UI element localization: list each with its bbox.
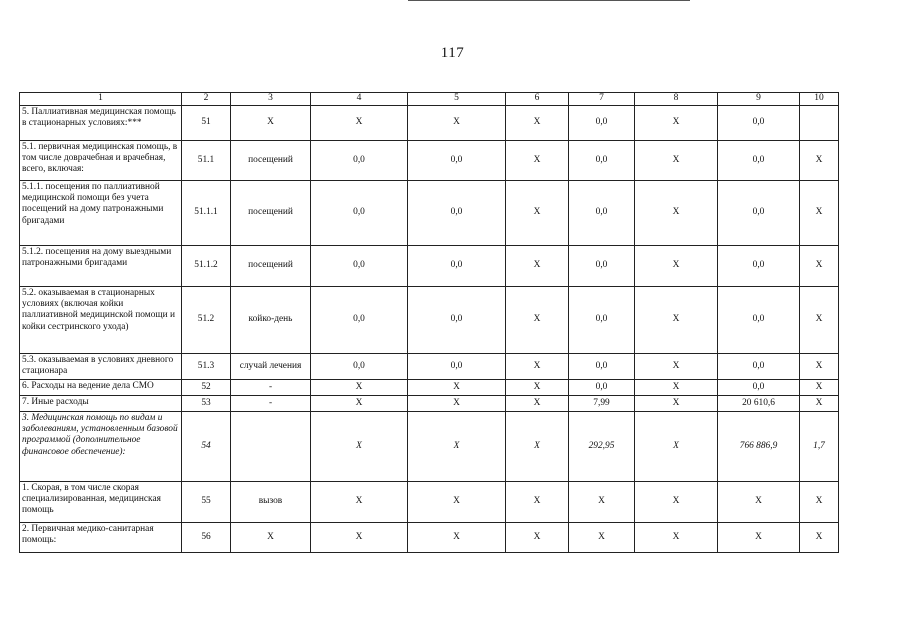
table-cell: Х [718, 482, 800, 523]
row-label-cell: 5.1.1. посещения по паллиативной медицинской помощи без учета посещений на дому патронажными бригадами [20, 181, 182, 246]
table-cell: Х [635, 523, 718, 553]
column-header: 4 [311, 93, 408, 106]
page-number: 117 [440, 45, 465, 61]
top-rule [408, 0, 690, 1]
table-cell: 0,0 [718, 106, 800, 141]
table-cell: Х [506, 106, 569, 141]
table-cell: Х [311, 412, 408, 482]
table-cell: Х [800, 246, 839, 287]
table-cell: Х [635, 482, 718, 523]
table-row [20, 396, 839, 412]
column-header: 5 [408, 93, 506, 106]
table-cell: 0,0 [569, 141, 635, 181]
table-cell: Х [635, 412, 718, 482]
table-cell: - [231, 396, 311, 412]
table-cell: 766 886,9 [718, 412, 800, 482]
table-cell: Х [506, 523, 569, 553]
table-cell: Х [311, 396, 408, 412]
table-cell: 0,0 [408, 287, 506, 354]
table-cell: 0,0 [718, 246, 800, 287]
table-cell: Х [635, 380, 718, 396]
table-cell: 0,0 [408, 181, 506, 246]
table-cell: - [231, 380, 311, 396]
table-cell: 0,0 [311, 287, 408, 354]
table-cell: Х [506, 287, 569, 354]
table-cell: 0,0 [569, 181, 635, 246]
table-cell: Х [800, 141, 839, 181]
table-cell: посещений [231, 141, 311, 181]
table-cell: Х [718, 523, 800, 553]
table-cell: Х [506, 482, 569, 523]
table-cell: Х [635, 106, 718, 141]
table-cell: Х [231, 106, 311, 141]
table-cell [231, 412, 311, 482]
table-row [20, 412, 839, 482]
table-cell: 0,0 [311, 181, 408, 246]
table-cell: Х [800, 287, 839, 354]
table-cell: 0,0 [718, 380, 800, 396]
table-cell: Х [635, 287, 718, 354]
table-row [20, 141, 839, 181]
table-cell: Х [569, 523, 635, 553]
table-cell: 0,0 [408, 246, 506, 287]
table-cell: Х [800, 396, 839, 412]
table-cell: случай лечения [231, 354, 311, 380]
row-label-cell: 5. Паллиативная медицинская помощь в стационарных условиях:*** [20, 106, 182, 141]
row-label-cell: 5.1.2. посещения на дому выездными патронажными бригадами [20, 246, 182, 287]
table-cell: посещений [231, 181, 311, 246]
table-cell: 55 [182, 482, 231, 523]
row-label-cell: 3. Медицинская помощь по видам и заболеваниям, установленным базовой программой (дополнительное финансовое обеспечение): [20, 412, 182, 482]
table-cell: Х [506, 396, 569, 412]
table-cell: Х [506, 181, 569, 246]
table-cell: 292,95 [569, 412, 635, 482]
table-cell: 0,0 [311, 354, 408, 380]
table-cell: 51.1.2 [182, 246, 231, 287]
table-cell: Х [408, 380, 506, 396]
table-row [20, 181, 839, 246]
header-row [20, 93, 839, 106]
table-cell: 51.2 [182, 287, 231, 354]
table-cell: 0,0 [569, 246, 635, 287]
table-cell: Х [800, 380, 839, 396]
column-header: 10 [800, 93, 839, 106]
table-cell: вызов [231, 482, 311, 523]
column-header: 3 [231, 93, 311, 106]
table-row [20, 380, 839, 396]
table-cell: 0,0 [569, 354, 635, 380]
table-cell: Х [635, 354, 718, 380]
column-header: 8 [635, 93, 718, 106]
table-row [20, 106, 839, 141]
table-cell: Х [635, 246, 718, 287]
table-cell: Х [311, 482, 408, 523]
table-cell: Х [506, 412, 569, 482]
table-cell: койко-день [231, 287, 311, 354]
column-header: 6 [506, 93, 569, 106]
table-cell: 0,0 [569, 106, 635, 141]
table-cell: Х [635, 181, 718, 246]
table-cell: Х [231, 523, 311, 553]
table-cell: Х [635, 141, 718, 181]
table-cell: 7,99 [569, 396, 635, 412]
row-label-cell: 7. Иные расходы [20, 396, 182, 412]
table-cell: Х [408, 482, 506, 523]
data-table [19, 92, 839, 553]
table-cell: Х [506, 354, 569, 380]
table-row [20, 287, 839, 354]
row-label-cell: 6. Расходы на ведение дела СМО [20, 380, 182, 396]
table-cell: Х [800, 181, 839, 246]
table-cell: Х [408, 396, 506, 412]
table-cell: 0,0 [311, 246, 408, 287]
column-header: 1 [20, 93, 182, 106]
row-label-cell: 5.3. оказываемая в условиях дневного стационара [20, 354, 182, 380]
table-cell: 0,0 [718, 354, 800, 380]
table-cell: Х [800, 354, 839, 380]
table-cell: 0,0 [718, 141, 800, 181]
row-label-cell: 1. Скорая, в том числе скорая специализированная, медицинская помощь [20, 482, 182, 523]
table-cell: Х [311, 523, 408, 553]
table-cell: 56 [182, 523, 231, 553]
table-row [20, 523, 839, 553]
table-cell: Х [408, 523, 506, 553]
table-cell: 54 [182, 412, 231, 482]
table-cell: 0,0 [408, 354, 506, 380]
table-cell: 51.1.1 [182, 181, 231, 246]
table-cell: Х [506, 380, 569, 396]
table-cell: 53 [182, 396, 231, 412]
table-cell: Х [506, 246, 569, 287]
table-cell: Х [635, 396, 718, 412]
column-header: 9 [718, 93, 800, 106]
table-cell: Х [800, 523, 839, 553]
table-cell: 51.1 [182, 141, 231, 181]
table-cell: 52 [182, 380, 231, 396]
column-header: 2 [182, 93, 231, 106]
table-cell: 0,0 [569, 287, 635, 354]
table-cell: Х [506, 141, 569, 181]
table-cell: 0,0 [718, 181, 800, 246]
table-cell: 20 610,6 [718, 396, 800, 412]
table-row [20, 354, 839, 380]
table-cell: Х [408, 106, 506, 141]
row-label-cell: 5.2. оказываемая в стационарных условиях (включая койки паллиативной медицинской помощи и койки сестринского ухода) [20, 287, 182, 354]
table-cell: 0,0 [718, 287, 800, 354]
table-cell: Х [569, 482, 635, 523]
table-cell: 1,7 [800, 412, 839, 482]
table-cell: Х [311, 106, 408, 141]
table-cell [800, 106, 839, 141]
table-cell: 51.3 [182, 354, 231, 380]
table-cell: Х [311, 380, 408, 396]
table-row [20, 246, 839, 287]
table-cell: 0,0 [408, 141, 506, 181]
row-label-cell: 2. Первичная медико-санитарная помощь: [20, 523, 182, 553]
column-header: 7 [569, 93, 635, 106]
table-cell: Х [408, 412, 506, 482]
table-cell: 51 [182, 106, 231, 141]
row-label-cell: 5.1. первичная медицинская помощь, в том числе доврачебная и врачебная, всего, включая: [20, 141, 182, 181]
table-row [20, 482, 839, 523]
table-cell: Х [800, 482, 839, 523]
table-cell: 0,0 [311, 141, 408, 181]
table-cell: посещений [231, 246, 311, 287]
table-cell: 0,0 [569, 380, 635, 396]
